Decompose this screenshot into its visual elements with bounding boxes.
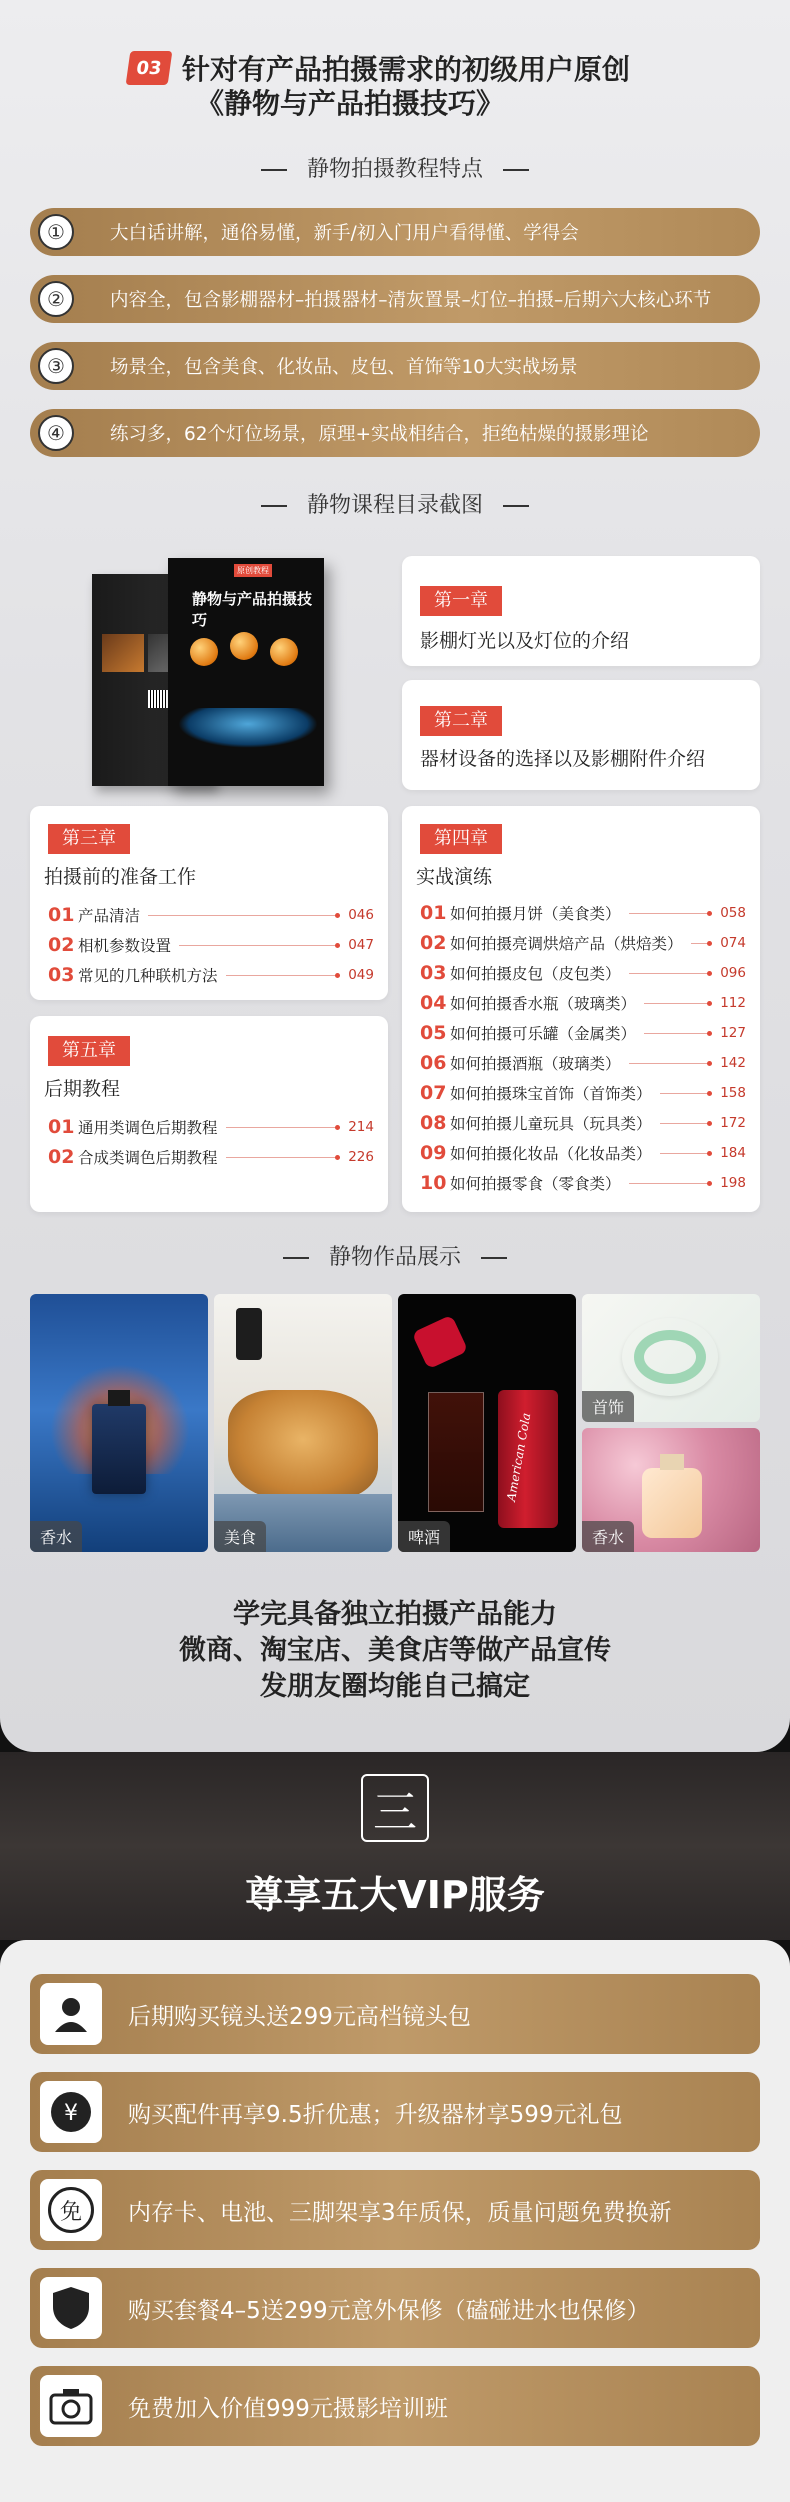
toc-row: 04 如何拍摄香水瓶（玻璃类） 112 <box>420 992 746 1014</box>
perfume2-photo <box>582 1428 760 1552</box>
feature-item: ② 内容全，包含影棚器材–拍摄器材–清灰置景–灯位–拍摄–后期六大核心环节 <box>30 275 760 323</box>
toc-row: 01 产品清洁 046 <box>48 904 374 926</box>
chapter-title: 影棚灯光以及灯位的介绍 <box>420 630 630 652</box>
toc-row: 06 如何拍摄酒瓶（玻璃类） 142 <box>420 1052 746 1074</box>
photo-label: 香水 <box>30 1521 82 1552</box>
camera-icon <box>40 2375 102 2437</box>
toc-row: 02 如何拍摄亮调烘焙产品（烘焙类） 074 <box>420 932 746 954</box>
toc-row: 07 如何拍摄珠宝首饰（首饰类） 158 <box>420 1082 746 1104</box>
vip-item: 免费加入价值999元摄影培训班 <box>30 2366 760 2446</box>
chapter-tag: 第二章 <box>420 706 502 736</box>
chapter-3-card <box>30 806 388 1000</box>
toc-row: 02 相机参数设置 047 <box>48 934 374 956</box>
toc-row: 01 通用类调色后期教程 214 <box>48 1116 374 1138</box>
toc-row: 03 如何拍摄皮包（皮包类） 096 <box>420 962 746 984</box>
jewelry-photo <box>582 1294 760 1422</box>
toc-row: 09 如何拍摄化妆品（化妆品类） 184 <box>420 1142 746 1164</box>
chapter-1-card <box>402 556 760 666</box>
chapter-tag: 第三章 <box>48 824 130 854</box>
chapter-title: 后期教程 <box>44 1078 121 1100</box>
toc-row: 08 如何拍摄儿童玩具（玩具类） 172 <box>420 1112 746 1134</box>
feature-item: ① 大白话讲解，通俗易懂，新手/初入门用户看得懂、学得会 <box>30 208 760 256</box>
book-title: 静物与产品拍摄技巧 <box>192 590 313 629</box>
shield-icon <box>40 2277 102 2339</box>
photo-label: 啤酒 <box>398 1521 450 1552</box>
chapter-title: 器材设备的选择以及影棚附件介绍 <box>420 748 706 770</box>
photo-label: 首饰 <box>582 1391 634 1422</box>
toc-row: 02 合成类调色后期教程 226 <box>48 1146 374 1168</box>
chapter-4-card <box>402 806 760 1212</box>
number-circle-icon: ④ <box>38 415 74 451</box>
slogan-line-1: 学完具备独立拍摄产品能力 <box>233 1599 557 1630</box>
book-tag: 原创教程 <box>234 564 272 577</box>
toc-row: 05 如何拍摄可乐罐（金属类） 127 <box>420 1022 746 1044</box>
food-photo <box>214 1294 392 1552</box>
gallery-section-title: 静物作品展示 <box>0 1240 790 1271</box>
free-badge-icon: 免 <box>40 2179 102 2241</box>
svg-text:¥: ¥ <box>64 2101 78 2126</box>
vip-item: 后期购买镜头送299元高档镜头包 <box>30 1974 760 2054</box>
vip-item: 购买套餐4–5送299元意外保修（磕碰进水也保修） <box>30 2268 760 2348</box>
header-title: 针对有产品拍摄需求的初级用户原创 <box>182 53 631 86</box>
toc-row: 03 常见的几种联机方法 049 <box>48 964 374 986</box>
yen-icon <box>40 2081 102 2143</box>
number-circle-icon: ② <box>38 281 74 317</box>
vip-item: ¥ 购买配件再享9.5折优惠；升级器材享599元礼包 <box>30 2072 760 2152</box>
vip-list <box>0 1940 790 2502</box>
features-section-title: 静物拍摄教程特点 <box>0 152 790 183</box>
feature-item: ③ 场景全，包含美食、化妆品、皮包、首饰等10大实战场景 <box>30 342 760 390</box>
slogan-line-2: 微商、淘宝店、美食店等做产品宣传 <box>179 1635 611 1666</box>
toc-row: 01 如何拍摄月饼（美食类） 058 <box>420 902 746 924</box>
chapter-title: 拍摄前的准备工作 <box>44 866 197 888</box>
vip-title: 尊享五大VIP服务 <box>245 1873 545 1917</box>
chapter-tag: 第五章 <box>48 1036 130 1066</box>
number-circle-icon: ③ <box>38 348 74 384</box>
section-number-badge: 03 <box>126 51 173 85</box>
chapter-tag: 第一章 <box>420 586 502 616</box>
book-front-cover <box>168 558 324 786</box>
perfume-photo <box>30 1294 208 1552</box>
chapter-tag: 第四章 <box>420 824 502 854</box>
chapter-title: 实战演练 <box>416 866 493 888</box>
number-circle-icon: ① <box>38 214 74 250</box>
photo-label: 香水 <box>582 1521 634 1552</box>
chapter-2-card <box>402 680 760 790</box>
feature-item: ④ 练习多，62个灯位场景，原理+实战相结合，拒绝枯燥的摄影理论 <box>30 409 760 457</box>
user-icon <box>40 1983 102 2045</box>
catalog-section-title: 静物课程目录截图 <box>0 488 790 519</box>
header-subtitle: 《静物与产品拍摄技巧》 <box>196 87 505 120</box>
section-number-box: 三 <box>361 1774 429 1842</box>
photo-label: 美食 <box>214 1521 266 1552</box>
beer-photo <box>398 1294 576 1552</box>
can-text: American Cola <box>504 1411 534 1503</box>
chapter-5-card <box>30 1016 388 1212</box>
cola-can <box>498 1390 558 1528</box>
vip-header <box>0 1752 790 1940</box>
slogan-line-3: 发朋友圈均能自己搞定 <box>260 1671 530 1702</box>
water-splash <box>178 708 318 748</box>
toc-row: 10 如何拍摄零食（零食类） 198 <box>420 1172 746 1194</box>
vip-item: 免 内存卡、电池、三脚架享3年质保，质量问题免费换新 <box>30 2170 760 2250</box>
